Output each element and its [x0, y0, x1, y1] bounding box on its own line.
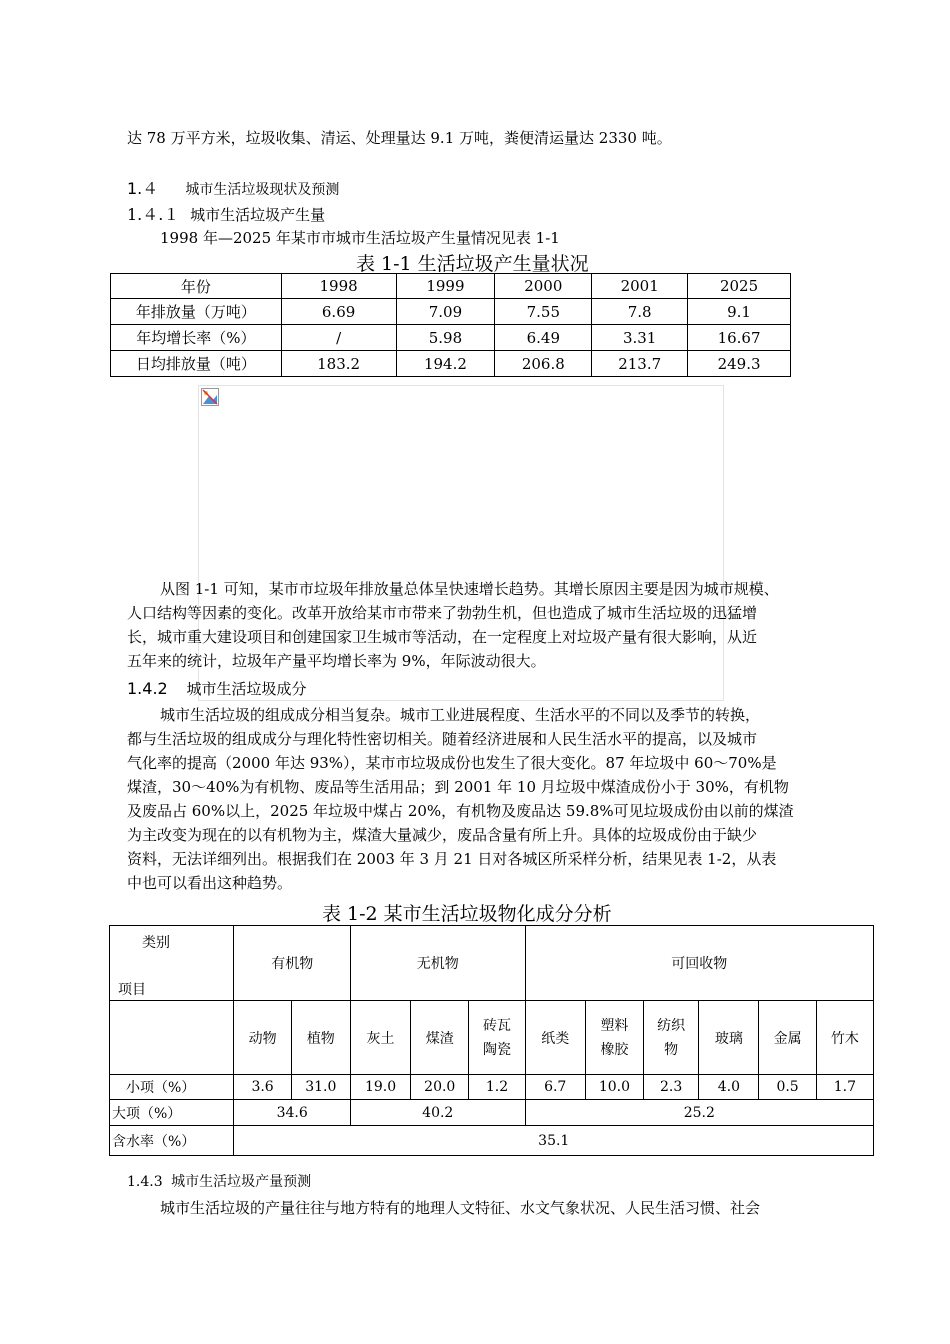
- group-header: 可回收物: [525, 926, 873, 1001]
- table-cell: /: [281, 325, 396, 351]
- section-heading-1-4-2: [127, 678, 307, 699]
- table-cell: 年均增长率（%）: [111, 325, 282, 351]
- table-row: [111, 325, 791, 351]
- section-title: 城市生活垃圾产量预测: [171, 1174, 312, 1190]
- section-heading-1-4-3: [127, 1171, 311, 1191]
- table-cell: 1999: [396, 274, 495, 299]
- broken-image-icon: [201, 388, 219, 406]
- table-cell: 40.2: [350, 1100, 525, 1126]
- section-title: 城市生活垃圾成分: [186, 680, 307, 698]
- paragraph-line: 及废品占 60%以上，2025 年垃圾中煤占 20%，有机物及废品达 59.8%可见垃圾成份由以前的煤渣: [127, 802, 794, 820]
- paragraph-line: 资料，无法详细列出。根据我们在 2003 年 3 月 21 日对各城区所采样分析，结果见表 1-2，从表: [127, 850, 777, 868]
- paragraph-line: 气化率的提高（2000 年达 93%），某市市垃圾成份也发生了很大变化。87 年垃圾中 60～70%是: [127, 754, 777, 772]
- table-cell: 日均排放量（吨）: [111, 351, 282, 377]
- empty-cell: [110, 1001, 234, 1075]
- section-title: 城市生活垃圾产生量: [190, 206, 326, 224]
- table-cell: 183.2: [281, 351, 396, 377]
- table-cell: 194.2: [396, 351, 495, 377]
- corner-top-label: 类别: [142, 935, 170, 951]
- table-cell: 7.55: [495, 299, 592, 325]
- section-title: 城市生活垃圾现状及预测: [185, 182, 340, 198]
- table-cell: 1.7: [816, 1075, 873, 1100]
- body-text-line: 达 78 万平方米，垃圾收集、清运、处理量达 9.1 万吨，粪便清运量达 2330 吨。: [127, 129, 672, 147]
- table-cell: 6.69: [281, 299, 396, 325]
- table-cell: 1.2: [469, 1075, 525, 1100]
- corner-bottom-label: 项目: [118, 982, 146, 998]
- table-cell: 5.98: [396, 325, 495, 351]
- table-cell: 35.1: [234, 1126, 874, 1156]
- table-cell: 6.49: [495, 325, 592, 351]
- group-header: 有机物: [234, 926, 350, 1001]
- item-header: 砖瓦 陶瓷: [469, 1001, 525, 1075]
- section-heading-1-4: [127, 176, 339, 199]
- table-cell: 213.7: [592, 351, 688, 377]
- item-header: 玻璃: [699, 1001, 759, 1075]
- item-header: 竹木: [816, 1001, 873, 1075]
- table-cell: 25.2: [525, 1100, 873, 1126]
- paragraph-line: 为主改变为现在的以有机物为主，煤渣大量减少，废品含量有所上升。具体的垃圾成份由于缺少: [127, 826, 758, 844]
- section-number: 1.４.１: [127, 205, 180, 224]
- table-cell: 206.8: [495, 351, 592, 377]
- table-cell: 9.1: [688, 299, 791, 325]
- intro-text: 1998 年—2025 年某市市城市生活垃圾产生量情况见表 1-1: [160, 229, 560, 247]
- group-header: 无机物: [350, 926, 525, 1001]
- paragraph-line: 中也可以看出这种趋势。: [127, 874, 293, 892]
- table-cell: 31.0: [291, 1075, 350, 1100]
- table-cell: 3.31: [592, 325, 688, 351]
- item-header: 植物: [291, 1001, 350, 1075]
- table-cell: 2025: [688, 274, 791, 299]
- table-cell: 19.0: [350, 1075, 410, 1100]
- table-cell: 年份: [111, 274, 282, 299]
- table-row: [110, 1075, 874, 1100]
- paragraph-line: 城市生活垃圾的组成成分相当复杂。城市工业进展程度、生活水平的不同以及季节的转换，: [160, 706, 761, 724]
- table1-header-row: [111, 274, 791, 299]
- paragraph-line: 长，城市重大建设项目和创建国家卫生城市等活动，在一定程度上对垃圾产量有很大影响，从近: [127, 628, 758, 646]
- item-header: 纸类: [525, 1001, 585, 1075]
- paragraph-line: 人口结构等因素的变化。改革开放给某市市带来了勃勃生机，但也造成了城市生活垃圾的迅猛增: [127, 604, 758, 622]
- table-cell: 1998: [281, 274, 396, 299]
- corner-cell: [110, 926, 234, 1001]
- body-text-line: 城市生活垃圾的产量往往与地方特有的地理人文特征、水文气象状况、人民生活习惯、社会: [160, 1199, 761, 1217]
- paragraph-line: 都与生活垃圾的组成成分与理化特性密切相关。随着经济进展和人民生活水平的提高，以及城市: [127, 730, 758, 748]
- item-header: 塑料 橡胶: [585, 1001, 643, 1075]
- table2: [109, 925, 874, 1156]
- section-number: 1.4.2: [127, 679, 168, 698]
- table-row: [110, 1126, 874, 1156]
- item-header: 动物: [234, 1001, 291, 1075]
- table-cell: 249.3: [688, 351, 791, 377]
- table2-item-row: [110, 1001, 874, 1075]
- table-cell: 10.0: [585, 1075, 643, 1100]
- row-label: 大项（%）: [110, 1100, 234, 1126]
- row-label: 含水率（%）: [110, 1126, 234, 1156]
- table-cell: 34.6: [234, 1100, 350, 1126]
- table-cell: 3.6: [234, 1075, 291, 1100]
- table-cell: 7.8: [592, 299, 688, 325]
- table-row: [111, 351, 791, 377]
- table-cell: 2000: [495, 274, 592, 299]
- paragraph-line: 五年来的统计，垃圾年产量平均增长率为 9%，年际波动很大。: [127, 652, 546, 670]
- table-cell: 4.0: [699, 1075, 759, 1100]
- table1: [110, 273, 791, 377]
- table-cell: 20.0: [411, 1075, 469, 1100]
- table-row: [111, 299, 791, 325]
- table-row: [110, 1100, 874, 1126]
- item-header: 金属: [759, 1001, 816, 1075]
- table-cell: 年排放量（万吨）: [111, 299, 282, 325]
- table-cell: 0.5: [759, 1075, 816, 1100]
- paragraph-line: 煤渣，30～40%为有机物、废品等生活用品；到 2001 年 10 月垃圾中煤渣成份小于 30%，有机物: [127, 778, 789, 796]
- paragraph-line: 从图 1-1 可知，某市市垃圾年排放量总体呈快速增长趋势。其增长原因主要是因为城市规模、: [160, 580, 779, 598]
- table-cell: 2.3: [644, 1075, 699, 1100]
- item-header: 煤渣: [411, 1001, 469, 1075]
- table2-group-row: [110, 926, 874, 1001]
- section-number: 1.4.3: [127, 1174, 163, 1190]
- table2-caption: 表 1-2 某市生活垃圾物化成分分析: [322, 903, 612, 925]
- item-header: 灰土: [350, 1001, 410, 1075]
- section-heading-1-4-1: [127, 202, 325, 225]
- table-cell: 6.7: [525, 1075, 585, 1100]
- paragraph-figure-analysis: [127, 577, 837, 673]
- table-cell: 2001: [592, 274, 688, 299]
- section-number: 1.４: [127, 179, 159, 198]
- table-cell: 7.09: [396, 299, 495, 325]
- item-header: 纺织 物: [644, 1001, 699, 1075]
- row-label: 小项（%）: [110, 1075, 234, 1100]
- table-cell: 16.67: [688, 325, 791, 351]
- paragraph-composition: [127, 703, 837, 895]
- table1-caption: 表 1-1 生活垃圾产生量状况: [356, 253, 589, 275]
